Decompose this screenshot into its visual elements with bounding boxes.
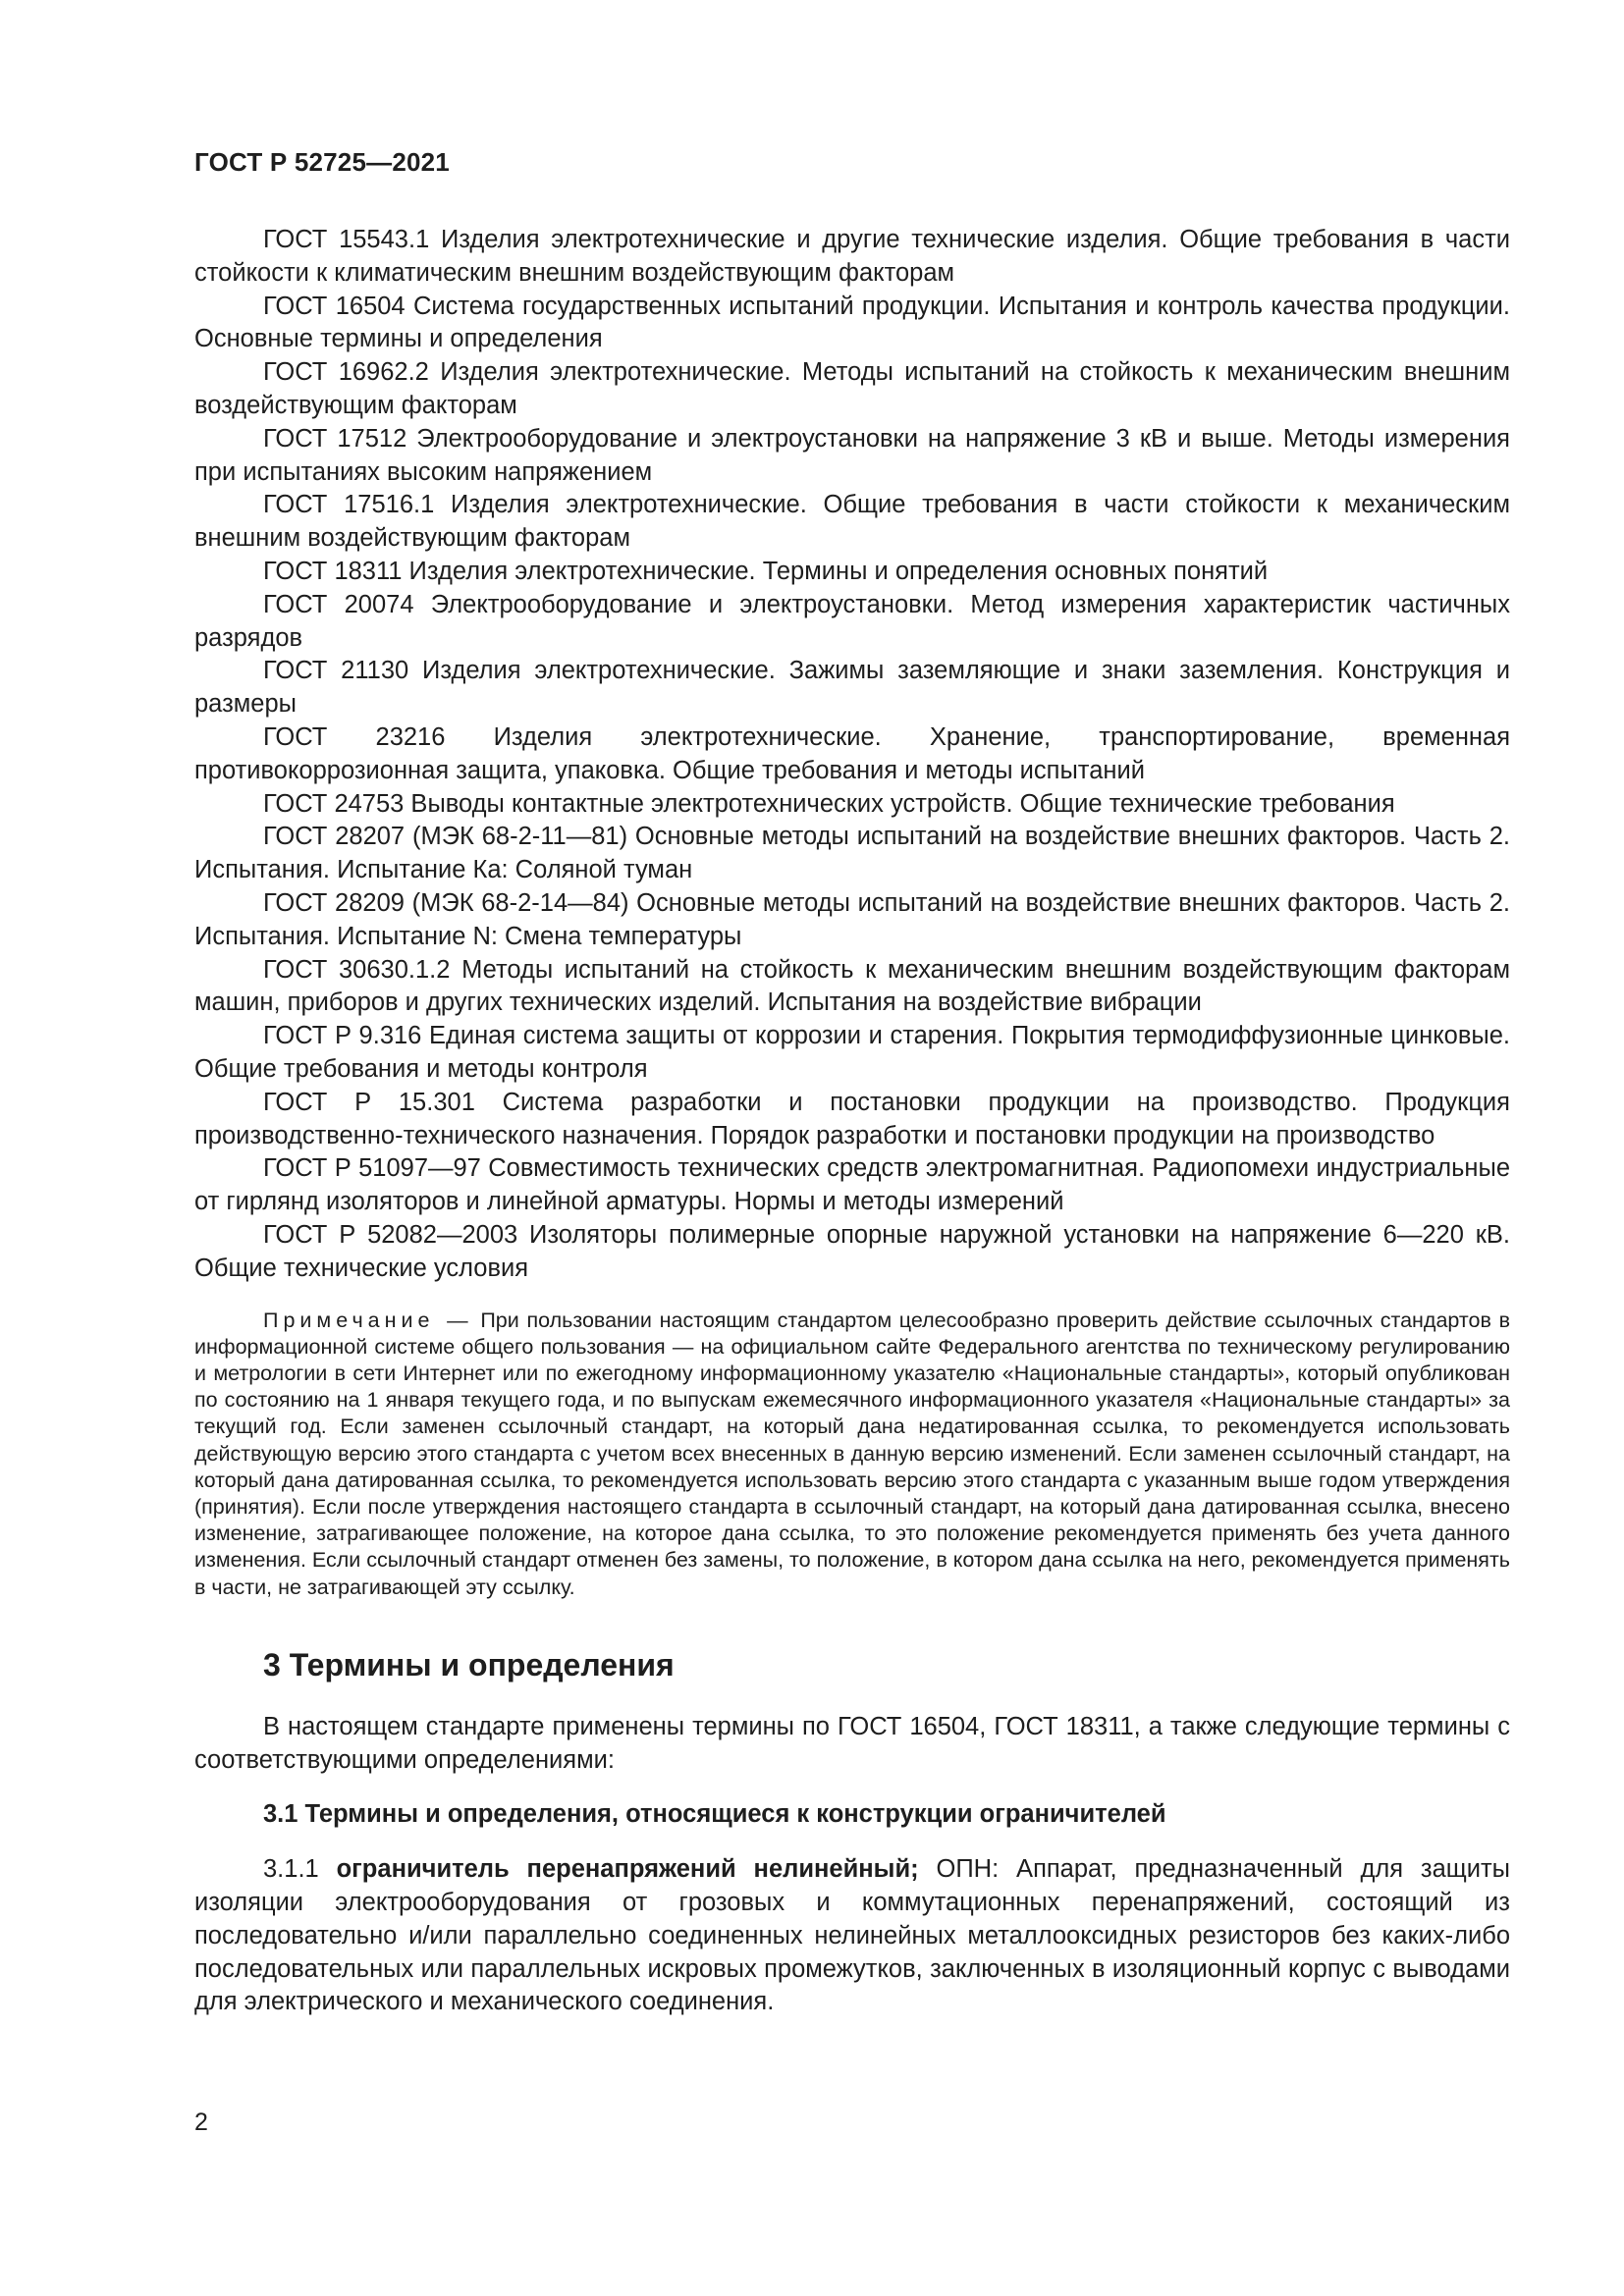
reference-item: ГОСТ 17516.1 Изделия электротехнические. Общие требования в части стойкости к механическим внешним воздействующим факторам bbox=[194, 491, 1510, 553]
section-3-title: 3 Термины и определения bbox=[263, 1646, 675, 1682]
reference-item: ГОСТ 21130 Изделия электротехнические. Зажимы заземляющие и знаки заземления. Конструкция и размеры bbox=[194, 657, 1510, 719]
term-name: ограничитель перенапряжений нелинейный; bbox=[336, 1855, 919, 1884]
reference-item: ГОСТ 20074 Электрооборудование и электроустановки. Метод измерения характеристик частичных разрядов bbox=[194, 590, 1510, 652]
reference-item: ГОСТ 28207 (МЭК 68-2-11—81) Основные методы испытаний на воздействие внешних факторов. Часть 2. Испытания. Испытание Ка: Соляной туман bbox=[194, 823, 1510, 884]
term-number: 3.1.1 bbox=[263, 1855, 319, 1884]
reference-item: ГОСТ 17512 Электрооборудование и электроустановки на напряжение 3 кВ и выше. Методы измерения при испытаниях высоким напряжением bbox=[194, 424, 1510, 486]
reference-item: ГОСТ Р 51097—97 Совместимость технических средств электромагнитная. Радиопомехи индустриальные от гирлянд изоляторов и линейной арматуры. Нормы и методы измерений bbox=[194, 1154, 1510, 1216]
section-3-intro: В настоящем стандарте применены термины по ГОСТ 16504, ГОСТ 18311, а также следующие термины с соответствующими определениями: bbox=[194, 1712, 1510, 1774]
document-header: ГОСТ Р 52725—2021 bbox=[194, 147, 450, 177]
normative-references-list bbox=[194, 224, 1510, 1286]
reference-item: ГОСТ 30630.1.2 Методы испытаний на стойкость к механическим внешним воздействующим факторам машин, приборов и других технических изделий. Испытания на воздействие вибрации bbox=[194, 955, 1510, 1017]
note-lead: Примечание — bbox=[263, 1308, 473, 1332]
reference-item: ГОСТ 16962.2 Изделия электротехнические. Методы испытаний на стойкость к механическим внешним воздействующим факторам bbox=[194, 358, 1510, 419]
term-definition: ОПН: Аппарат, предназначенный для защиты изоляции электрооборудования от грозовых и коммутационных перенапряжений, состоящий из последовательно и/или параллельно соединенных нелинейных металлооксидных резисторов без каких-либо последовательных или параллельных искровых промежутков, заключенных в изоляционный корпус с выводами для электрического и механического соединения. bbox=[194, 1855, 1510, 2016]
reference-item: ГОСТ Р 52082—2003 Изоляторы полимерные опорные наружной установки на напряжение 6—220 кВ. Общие технические условия bbox=[194, 1220, 1510, 1282]
reference-item: ГОСТ 24753 Выводы контактные электротехнических устройств. Общие технические требования bbox=[263, 789, 1395, 818]
note-text: При пользовании настоящим стандартом целесообразно проверить действие ссылочных стандартов в информационной системе общего пользования — на официальном сайте Федерального агентства по техническому регулированию и метрологии в сети Интернет или по ежегодному информационному указателю «Национальные стандарты», который опубликован по состоянию на 1 января текущего года, и по выпускам ежемесячного информационного указателя «Национальные стандарты» за текущий год. Если заменен ссылочный стандарт, на который дана недатированная ссылка, то рекомендуется использовать действующую версию этого стандарта с учетом всех внесенных в данную версию изменений. Если заменен ссылочный стандарт, на который дана датированная ссылка, то рекомендуется использовать версию этого стандарта с указанным выше годом утверждения (принятия). Если после утверждения настоящего стандарта в ссылочный стандарт, на который дана датированная ссылка, внесено изменение, затрагивающее положение, на которое дана ссылка, то это положение рекомендуется применять без учета данного изменения. Если ссылочный стандарт отменен без замены, то положение, в котором дана ссылка на него, рекомендуется применять в части, не затрагивающей эту ссылку. bbox=[194, 1308, 1510, 1599]
page-body bbox=[194, 224, 1510, 2019]
term-3-1-1 bbox=[194, 1853, 1510, 2019]
reference-item: ГОСТ Р 15.301 Система разработки и постановки продукции на производство. Продукция производственно-технического назначения. Порядок разработки и постановки продукции на производство bbox=[194, 1088, 1510, 1149]
reference-item: ГОСТ 16504 Система государственных испытаний продукции. Испытания и контроль качества продукции. Основные термины и определения bbox=[194, 292, 1510, 353]
reference-item: ГОСТ 28209 (МЭК 68-2-14—84) Основные методы испытаний на воздействие внешних факторов. Часть 2. Испытания. Испытание N: Смена температуры bbox=[194, 888, 1510, 950]
references-note bbox=[194, 1308, 1510, 1601]
reference-item: ГОСТ 15543.1 Изделия электротехнические и другие технические изделия. Общие требования в части стойкости к климатическим внешним воздействующим факторам bbox=[194, 226, 1510, 287]
subsection-3-1-title: 3.1 Термины и определения, относящиеся к конструкции ограничителей bbox=[263, 1800, 1166, 1829]
reference-item: ГОСТ 18311 Изделия электротехнические. Термины и определения основных понятий bbox=[263, 557, 1269, 585]
reference-item: ГОСТ 23216 Изделия электротехнические. Хранение, транспортирование, временная противокоррозионная защита, упаковка. Общие требования и методы испытаний bbox=[194, 722, 1510, 784]
reference-item: ГОСТ Р 9.316 Единая система защиты от коррозии и старения. Покрытия термодиффузионные цинковые. Общие требования и методы контроля bbox=[194, 1022, 1510, 1083]
page-number: 2 bbox=[194, 2109, 208, 2136]
